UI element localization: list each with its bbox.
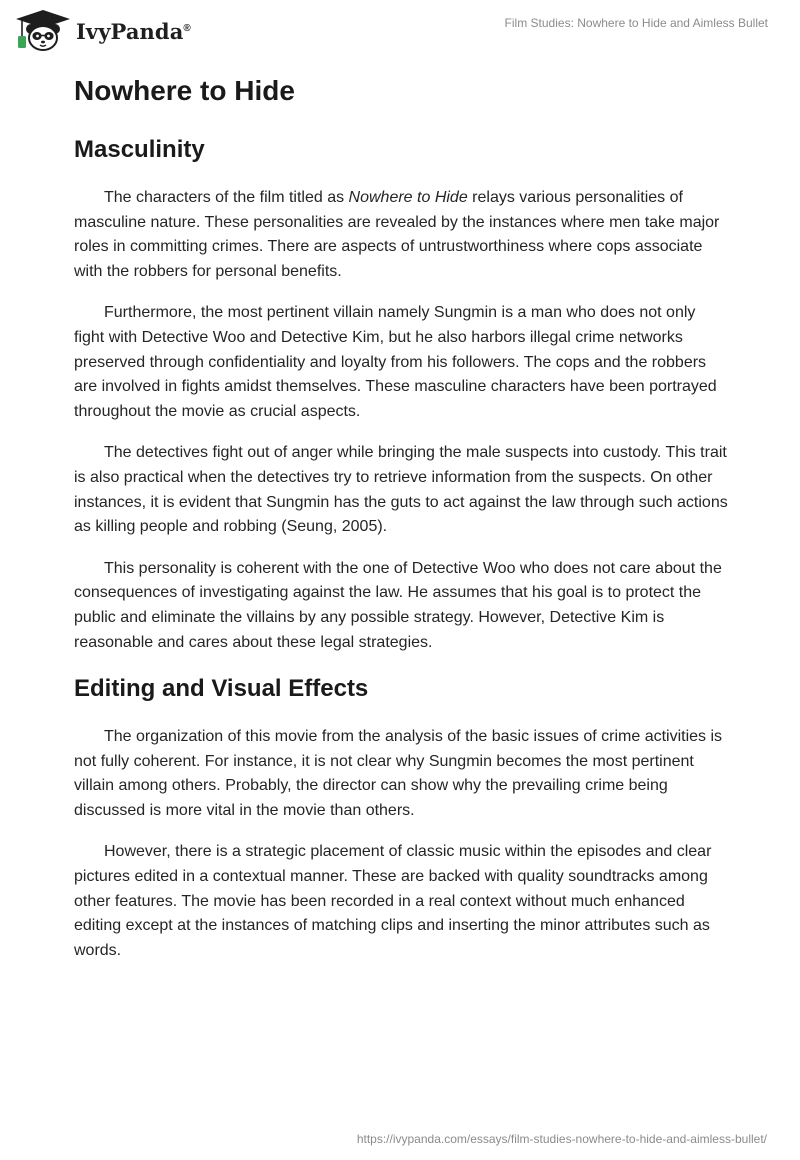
logo-wordmark: IvyPanda® (76, 18, 191, 44)
article-body (74, 68, 728, 963)
paragraph: The organization of this movie from the analysis of the basic issues of crime activities is not fully coherent. For instance, it is not clear why Sungmin becomes the most pertinent villain among others. Probably, the director can show why the prevailing crime being discussed is more vital in the movie than others. (74, 728, 723, 819)
ivypanda-logo[interactable] (14, 9, 191, 51)
paragraph-text-end: relays various personalities of masculine nature. These personalities are revealed by the instances where men take major roles in committing crimes. There are aspects of untrustworthiness where cops associate with the robbers for personal benefits. (74, 189, 720, 280)
registered-mark: ® (183, 22, 191, 34)
document-title: Film Studies: Nowhere to Hide and Aimless Bullet (504, 16, 768, 30)
page-title: Nowhere to Hide (74, 75, 295, 106)
paragraph: However, there is a strategic placement of classic music within the episodes and clear pictures edited in a contextual manner. These are backed with quality soundtracks among other features. The movie has been recorded in a real context without much enhanced editing except at the instances of matching clips and inserting the minor attributes such as words. (74, 843, 712, 959)
paragraph (74, 186, 728, 284)
section-heading-editing: Editing and Visual Effects (74, 675, 369, 703)
film-title-italic: Nowhere to Hide (348, 189, 468, 206)
paragraph: The detectives fight out of anger while bringing the male suspects into custody. This trait is also practical when the detectives try to retrieve information from the suspects. On other instances, it is evident that Sungmin has the guts to act against the law through such actions as killing people and robbing (Seung, 2005). (74, 444, 728, 536)
panda-graduate-icon (14, 9, 72, 51)
paragraph: Furthermore, the most pertinent villain namely Sungmin is a man who does not only fight with Detective Woo and Detective Kim, but he also harbors illegal crime networks preserved through confidentiality and loyalty from his followers. The cops and the robbers are involved in fights amidst themselves. These masculine characters have been portrayed throughout the movie as crucial aspects. (74, 304, 717, 420)
paragraph: This personality is coherent with the one of Detective Woo who does not care about the consequences of investigating against the law. He assumes that his goal is to protect the public and eliminate the villains by any possible strategy. However, Detective Kim is reasonable and cares about these legal strategies. (74, 559, 722, 651)
section-heading-masculinity: Masculinity (74, 136, 205, 163)
paragraph-text-start: The characters of the film titled as (104, 189, 349, 206)
page-header (0, 0, 800, 60)
source-url[interactable]: https://ivypanda.com/essays/film-studies-nowhere-to-hide-and-aimless-bullet/ (356, 1132, 767, 1146)
